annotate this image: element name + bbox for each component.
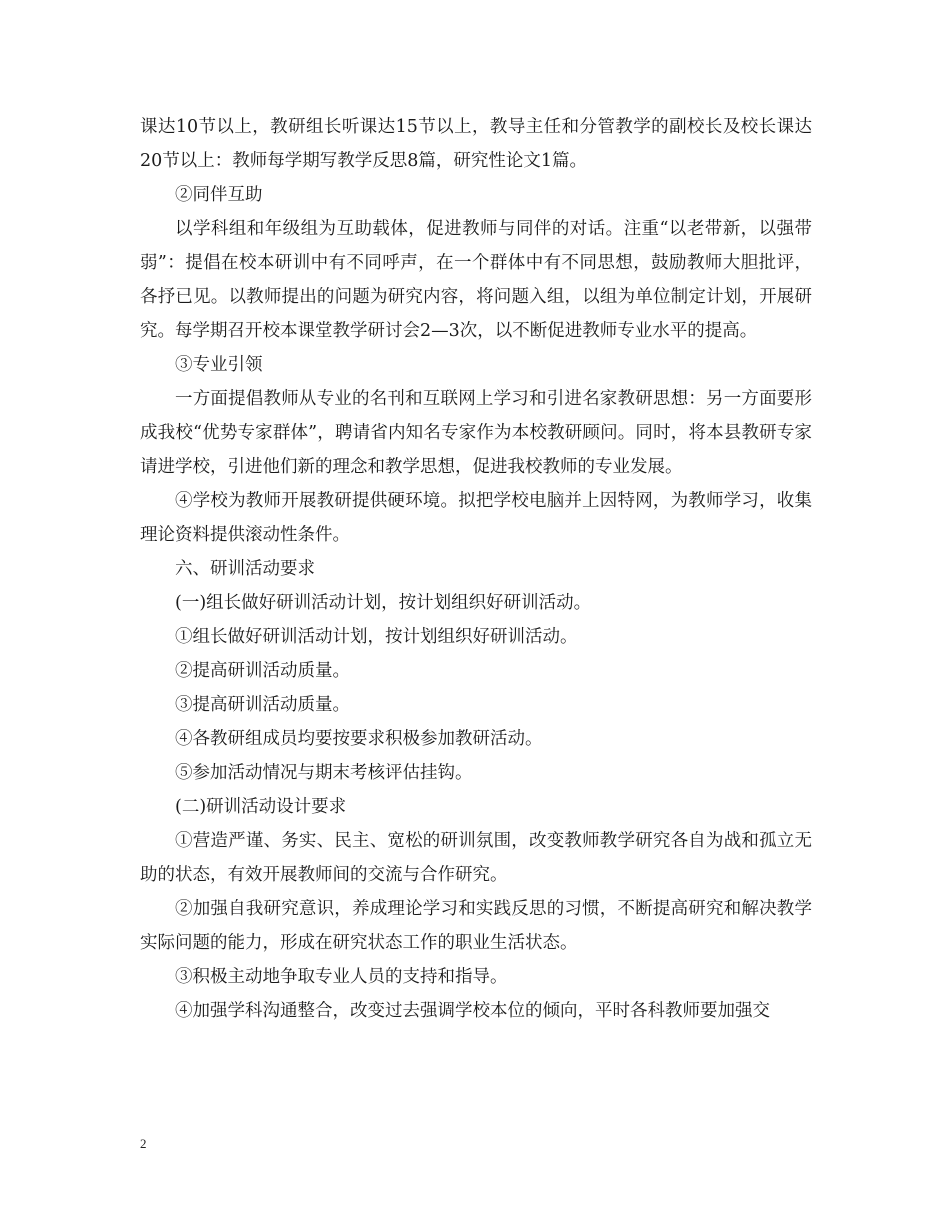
document-body (140, 110, 812, 1028)
list-item: ②提高研训活动质量。 (175, 661, 350, 681)
list-item: ④各教研组成员均要按要求积极参加教研活动。 (175, 729, 543, 749)
paragraph-continuation: 课达10节以上，教研组长听课达15节以上，教导主任和分管教学的副校长及校长课达20节以上：教师每学期写教学反思8篇，研究性论文1篇。 (140, 117, 812, 171)
list-item: ③提高研训活动质量。 (175, 695, 350, 715)
list-item: ③积极主动地争取专业人员的支持和指导。 (175, 967, 508, 987)
list-item: ②加强自我研究意识，养成理论学习和实践反思的习惯，不断提高研究和解决教学实际问题的能力，形成在研究状态工作的职业生活状态。 (140, 899, 812, 953)
list-item: ①组长做好研训活动计划，按计划组织好研训活动。 (175, 627, 578, 647)
subheading-design-requirements: (二)研训活动设计要求 (175, 797, 347, 817)
paragraph-professional-guidance: 一方面提倡教师从专业的名刊和互联网上学习和引进名家教研思想：另一方面要形成我校“优势专家群体”，聘请省内知名专家作为本校教研顾问。同时，将本县教研专家请进学校，引进他们新的理念和教学思想，促进我校教师的专业发展。 (140, 389, 812, 477)
list-item: ⑤参加活动情况与期末考核评估挂钩。 (175, 763, 473, 783)
list-item: ④加强学科沟通整合，改变过去强调学校本位的倾向，平时各科教师要加强交 (175, 1001, 770, 1021)
heading-professional-guidance: ③专业引领 (175, 355, 263, 375)
heading-peer-assistance: ②同伴互助 (175, 185, 263, 205)
paragraph-peer-assistance: 以学科组和年级组为互助载体，促进教师与同伴的对话。注重“以老带新，以强带弱”：提倡在校本研训中有不同呼声，在一个群体中有不同思想，鼓励教师大胆批评，各抒已见。以教师提出的问题为研究内容，将问题入组，以组为单位制定计划，开展研究。每学期召开校本课堂教学研讨会2—3次，以不断促进教师专业水平的提高。 (140, 219, 812, 341)
page-number: 2 (140, 1136, 147, 1151)
section-heading-requirements: 六、研训活动要求 (175, 559, 315, 579)
subheading-plan: (一)组长做好研训活动计划，按计划组织好研训活动。 (175, 593, 592, 613)
paragraph-hardware-environment: ④学校为教师开展教研提供硬环境。拟把学校电脑并上因特网，为教师学习，收集理论资料提供滚动性条件。 (140, 491, 812, 545)
list-item: ①营造严谨、务实、民主、宽松的研训氛围，改变教师教学研究各自为战和孤立无助的状态，有效开展教师间的交流与合作研究。 (140, 831, 812, 885)
